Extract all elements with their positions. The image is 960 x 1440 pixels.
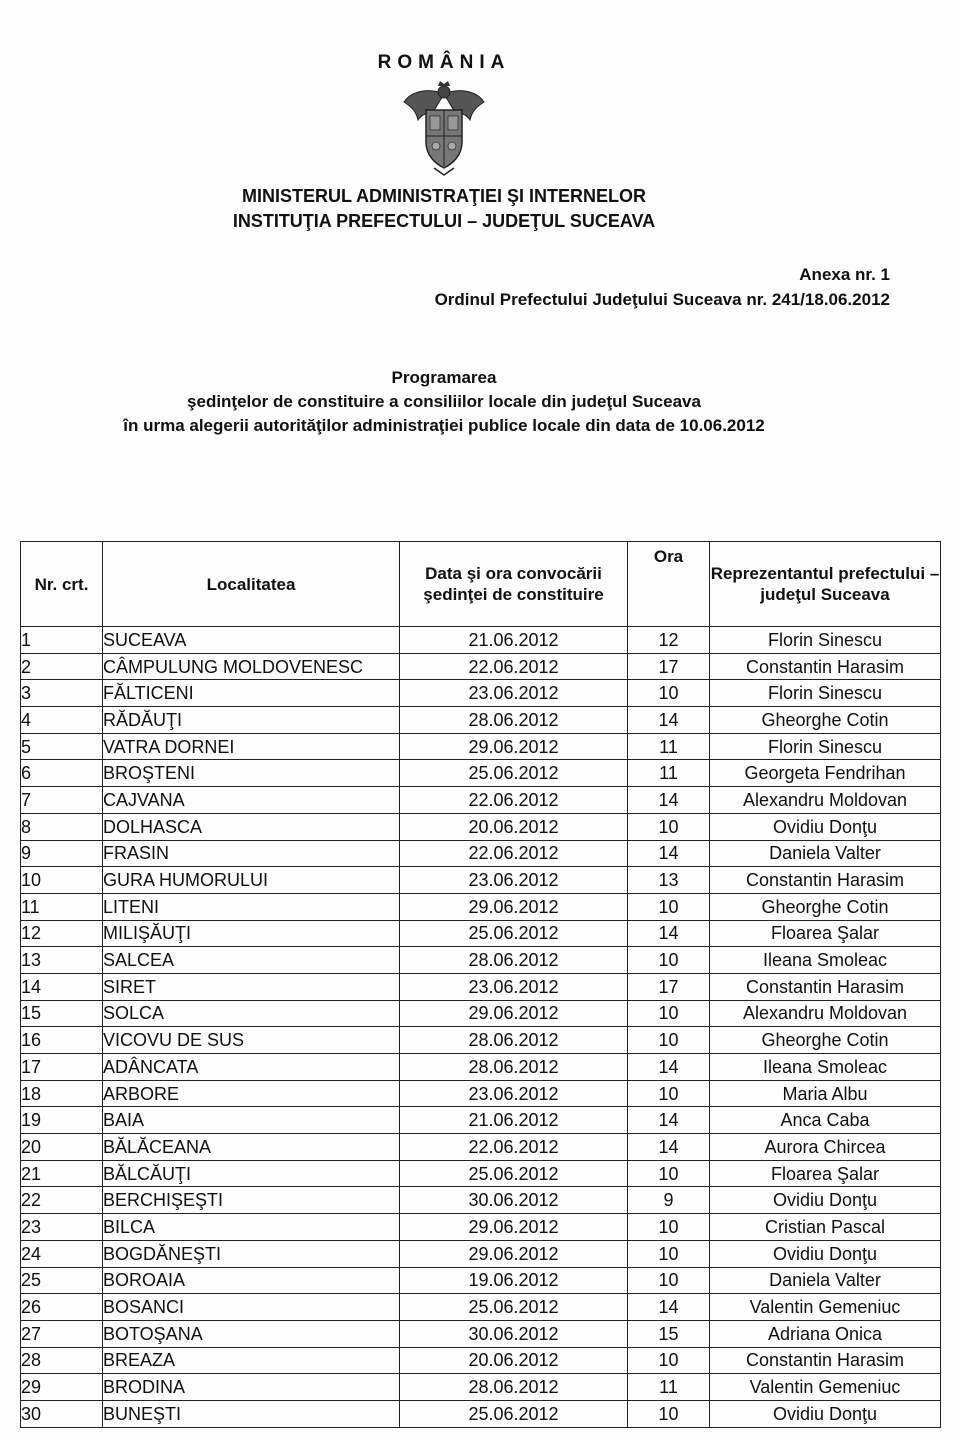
representative-cell: Constantin Harasim [710, 973, 941, 1000]
row-number: 27 [21, 1320, 103, 1347]
header-locality: Localitatea [103, 542, 400, 627]
title-line-1: Programarea [391, 368, 497, 387]
date-cell: 30.06.2012 [400, 1187, 628, 1214]
hour-cell: 9 [628, 1187, 710, 1214]
hour-cell: 10 [628, 947, 710, 974]
row-number: 12 [21, 920, 103, 947]
table-row [21, 1214, 941, 1241]
hour-cell: 10 [628, 1267, 710, 1294]
row-number: 30 [21, 1400, 103, 1427]
row-number: 3 [21, 680, 103, 707]
locality-cell: VICOVU DE SUS [103, 1027, 400, 1054]
table-row [21, 787, 941, 814]
row-number: 15 [21, 1000, 103, 1027]
hour-cell: 17 [628, 653, 710, 680]
locality-cell: BOROAIA [103, 1267, 400, 1294]
hour-cell: 14 [628, 707, 710, 734]
hour-cell: 10 [628, 1000, 710, 1027]
table-row [21, 840, 941, 867]
table-row [21, 1134, 941, 1161]
row-number: 29 [21, 1374, 103, 1401]
row-number: 14 [21, 973, 103, 1000]
date-cell: 23.06.2012 [400, 867, 628, 894]
hour-cell: 10 [628, 1080, 710, 1107]
row-number: 25 [21, 1267, 103, 1294]
date-cell: 22.06.2012 [400, 787, 628, 814]
representative-cell: Gheorghe Cotin [710, 1027, 941, 1054]
table-row [21, 1320, 941, 1347]
locality-cell: BĂLCĂUŢI [103, 1160, 400, 1187]
table-row [21, 707, 941, 734]
locality-cell: SOLCA [103, 1000, 400, 1027]
table-row [21, 1054, 941, 1081]
annex-block [435, 262, 890, 312]
representative-cell: Alexandru Moldovan [710, 1000, 941, 1027]
hour-cell: 10 [628, 893, 710, 920]
table-row [21, 973, 941, 1000]
date-cell: 29.06.2012 [400, 733, 628, 760]
ministry-name: MINISTERUL ADMINISTRAŢIEI ŞI INTERNELOR [241, 186, 646, 206]
representative-cell: Valentin Gemeniuc [710, 1374, 941, 1401]
hour-cell: 11 [628, 733, 710, 760]
representative-cell: Constantin Harasim [710, 653, 941, 680]
representative-cell: Florin Sinescu [710, 680, 941, 707]
date-cell: 23.06.2012 [400, 680, 628, 707]
locality-cell: CÂMPULUNG MOLDOVENESC [103, 653, 400, 680]
table-header-row [21, 542, 941, 627]
representative-cell: Floarea Şalar [710, 920, 941, 947]
table-row [21, 867, 941, 894]
hour-cell: 14 [628, 840, 710, 867]
coat-of-arms-icon [400, 80, 488, 176]
table-row [21, 680, 941, 707]
hour-cell: 12 [628, 627, 710, 654]
date-cell: 28.06.2012 [400, 707, 628, 734]
locality-cell: FĂLTICENI [103, 680, 400, 707]
header-date: Data şi ora convocării şedinţei de constituire [400, 542, 628, 627]
locality-cell: BROŞTENI [103, 760, 400, 787]
date-cell: 28.06.2012 [400, 1054, 628, 1081]
representative-cell: Constantin Harasim [710, 867, 941, 894]
representative-cell: Ovidiu Donţu [710, 1187, 941, 1214]
representative-cell: Ovidiu Donţu [710, 1400, 941, 1427]
locality-cell: BOGDĂNEŞTI [103, 1240, 400, 1267]
row-number: 2 [21, 653, 103, 680]
table-row [21, 1400, 941, 1427]
locality-cell: SIRET [103, 973, 400, 1000]
row-number: 23 [21, 1214, 103, 1241]
representative-cell: Anca Caba [710, 1107, 941, 1134]
date-cell: 25.06.2012 [400, 1294, 628, 1321]
locality-cell: BAIA [103, 1107, 400, 1134]
schedule-table [20, 541, 941, 1428]
hour-cell: 10 [628, 1214, 710, 1241]
representative-cell: Cristian Pascal [710, 1214, 941, 1241]
row-number: 9 [21, 840, 103, 867]
order-reference: Ordinul Prefectului Judeţului Suceava nr. 241/18.06.2012 [434, 290, 890, 309]
date-cell: 20.06.2012 [400, 1347, 628, 1374]
representative-cell: Gheorghe Cotin [710, 707, 941, 734]
table-row [21, 1027, 941, 1054]
locality-cell: VATRA DORNEI [103, 733, 400, 760]
date-cell: 29.06.2012 [400, 1214, 628, 1241]
hour-cell: 14 [628, 1294, 710, 1321]
table-row [21, 733, 941, 760]
date-cell: 29.06.2012 [400, 893, 628, 920]
row-number: 21 [21, 1160, 103, 1187]
locality-cell: BOSANCI [103, 1294, 400, 1321]
table-row [21, 1000, 941, 1027]
locality-cell: BILCA [103, 1214, 400, 1241]
representative-cell: Aurora Chircea [710, 1134, 941, 1161]
representative-cell: Florin Sinescu [710, 733, 941, 760]
date-cell: 23.06.2012 [400, 973, 628, 1000]
hour-cell: 11 [628, 1374, 710, 1401]
date-cell: 22.06.2012 [400, 840, 628, 867]
row-number: 17 [21, 1054, 103, 1081]
row-number: 19 [21, 1107, 103, 1134]
row-number: 20 [21, 1134, 103, 1161]
table-row [21, 1374, 941, 1401]
table-row [21, 1240, 941, 1267]
date-cell: 29.06.2012 [400, 1240, 628, 1267]
annex-number: Anexa nr. 1 [799, 265, 890, 284]
table-row [21, 1187, 941, 1214]
date-cell: 25.06.2012 [400, 1400, 628, 1427]
date-cell: 25.06.2012 [400, 1160, 628, 1187]
table-row [21, 1107, 941, 1134]
representative-cell: Daniela Valter [710, 840, 941, 867]
locality-cell: BOTOŞANA [103, 1320, 400, 1347]
table-row [21, 1160, 941, 1187]
title-line-2: şedinţelor de constituire a consiliilor locale din judeţul Suceava [187, 392, 701, 411]
hour-cell: 15 [628, 1320, 710, 1347]
table-row [21, 1294, 941, 1321]
date-cell: 28.06.2012 [400, 1374, 628, 1401]
date-cell: 25.06.2012 [400, 920, 628, 947]
hour-cell: 10 [628, 1347, 710, 1374]
locality-cell: ADÂNCATA [103, 1054, 400, 1081]
locality-cell: BUNEŞTI [103, 1400, 400, 1427]
date-cell: 28.06.2012 [400, 1027, 628, 1054]
row-number: 11 [21, 893, 103, 920]
header-hour: Ora [628, 542, 710, 627]
date-cell: 22.06.2012 [400, 653, 628, 680]
table-row [21, 653, 941, 680]
locality-cell: CAJVANA [103, 787, 400, 814]
locality-cell: RĂDĂUŢI [103, 707, 400, 734]
row-number: 1 [21, 627, 103, 654]
representative-cell: Maria Albu [710, 1080, 941, 1107]
locality-cell: LITENI [103, 893, 400, 920]
date-cell: 25.06.2012 [400, 760, 628, 787]
ministry-header [0, 184, 888, 234]
document-title [0, 366, 888, 438]
date-cell: 28.06.2012 [400, 947, 628, 974]
representative-cell: Ovidiu Donţu [710, 1240, 941, 1267]
hour-cell: 10 [628, 1027, 710, 1054]
header-representative: Reprezentantul prefectului – judeţul Suceava [710, 542, 941, 627]
locality-cell: MILIŞĂUŢI [103, 920, 400, 947]
date-cell: 20.06.2012 [400, 813, 628, 840]
locality-cell: SUCEAVA [103, 627, 400, 654]
row-number: 7 [21, 787, 103, 814]
date-cell: 19.06.2012 [400, 1267, 628, 1294]
table-row [21, 627, 941, 654]
date-cell: 30.06.2012 [400, 1320, 628, 1347]
title-line-3: în urma alegerii autorităţilor administraţiei publice locale din data de 10.06.2012 [123, 416, 765, 435]
hour-cell: 10 [628, 813, 710, 840]
row-number: 10 [21, 867, 103, 894]
representative-cell: Alexandru Moldovan [710, 787, 941, 814]
locality-cell: SALCEA [103, 947, 400, 974]
hour-cell: 10 [628, 1160, 710, 1187]
hour-cell: 14 [628, 1054, 710, 1081]
row-number: 5 [21, 733, 103, 760]
row-number: 22 [21, 1187, 103, 1214]
table-row [21, 813, 941, 840]
representative-cell: Florin Sinescu [710, 627, 941, 654]
hour-cell: 10 [628, 680, 710, 707]
locality-cell: FRASIN [103, 840, 400, 867]
row-number: 6 [21, 760, 103, 787]
locality-cell: BERCHIŞEŞTI [103, 1187, 400, 1214]
date-cell: 21.06.2012 [400, 1107, 628, 1134]
hour-cell: 11 [628, 760, 710, 787]
table-row [21, 920, 941, 947]
representative-cell: Constantin Harasim [710, 1347, 941, 1374]
date-cell: 29.06.2012 [400, 1000, 628, 1027]
hour-cell: 14 [628, 1134, 710, 1161]
locality-cell: BĂLĂCEANA [103, 1134, 400, 1161]
country-title: ROMÂNIA [377, 52, 511, 73]
locality-cell: DOLHASCA [103, 813, 400, 840]
row-number: 4 [21, 707, 103, 734]
locality-cell: BREAZA [103, 1347, 400, 1374]
hour-cell: 14 [628, 787, 710, 814]
row-number: 13 [21, 947, 103, 974]
representative-cell: Daniela Valter [710, 1267, 941, 1294]
date-cell: 21.06.2012 [400, 627, 628, 654]
representative-cell: Ileana Smoleac [710, 1054, 941, 1081]
representative-cell: Floarea Şalar [710, 1160, 941, 1187]
table-row [21, 1080, 941, 1107]
table-row [21, 1267, 941, 1294]
hour-cell: 10 [628, 1400, 710, 1427]
hour-cell: 14 [628, 920, 710, 947]
locality-cell: GURA HUMORULUI [103, 867, 400, 894]
date-cell: 23.06.2012 [400, 1080, 628, 1107]
row-number: 24 [21, 1240, 103, 1267]
row-number: 28 [21, 1347, 103, 1374]
row-number: 26 [21, 1294, 103, 1321]
hour-cell: 13 [628, 867, 710, 894]
representative-cell: Gheorghe Cotin [710, 893, 941, 920]
table-row [21, 893, 941, 920]
row-number: 8 [21, 813, 103, 840]
table-row [21, 1347, 941, 1374]
hour-cell: 10 [628, 1240, 710, 1267]
representative-cell: Adriana Onica [710, 1320, 941, 1347]
header-nr: Nr. crt. [21, 542, 103, 627]
row-number: 18 [21, 1080, 103, 1107]
representative-cell: Georgeta Fendrihan [710, 760, 941, 787]
institution-name: INSTITUŢIA PREFECTULUI – JUDEŢUL SUCEAVA [232, 211, 656, 231]
representative-cell: Ovidiu Donţu [710, 813, 941, 840]
table-row [21, 760, 941, 787]
representative-cell: Ileana Smoleac [710, 947, 941, 974]
locality-cell: BRODINA [103, 1374, 400, 1401]
hour-cell: 17 [628, 973, 710, 1000]
table-row [21, 947, 941, 974]
hour-cell: 14 [628, 1107, 710, 1134]
locality-cell: ARBORE [103, 1080, 400, 1107]
row-number: 16 [21, 1027, 103, 1054]
representative-cell: Valentin Gemeniuc [710, 1294, 941, 1321]
date-cell: 22.06.2012 [400, 1134, 628, 1161]
